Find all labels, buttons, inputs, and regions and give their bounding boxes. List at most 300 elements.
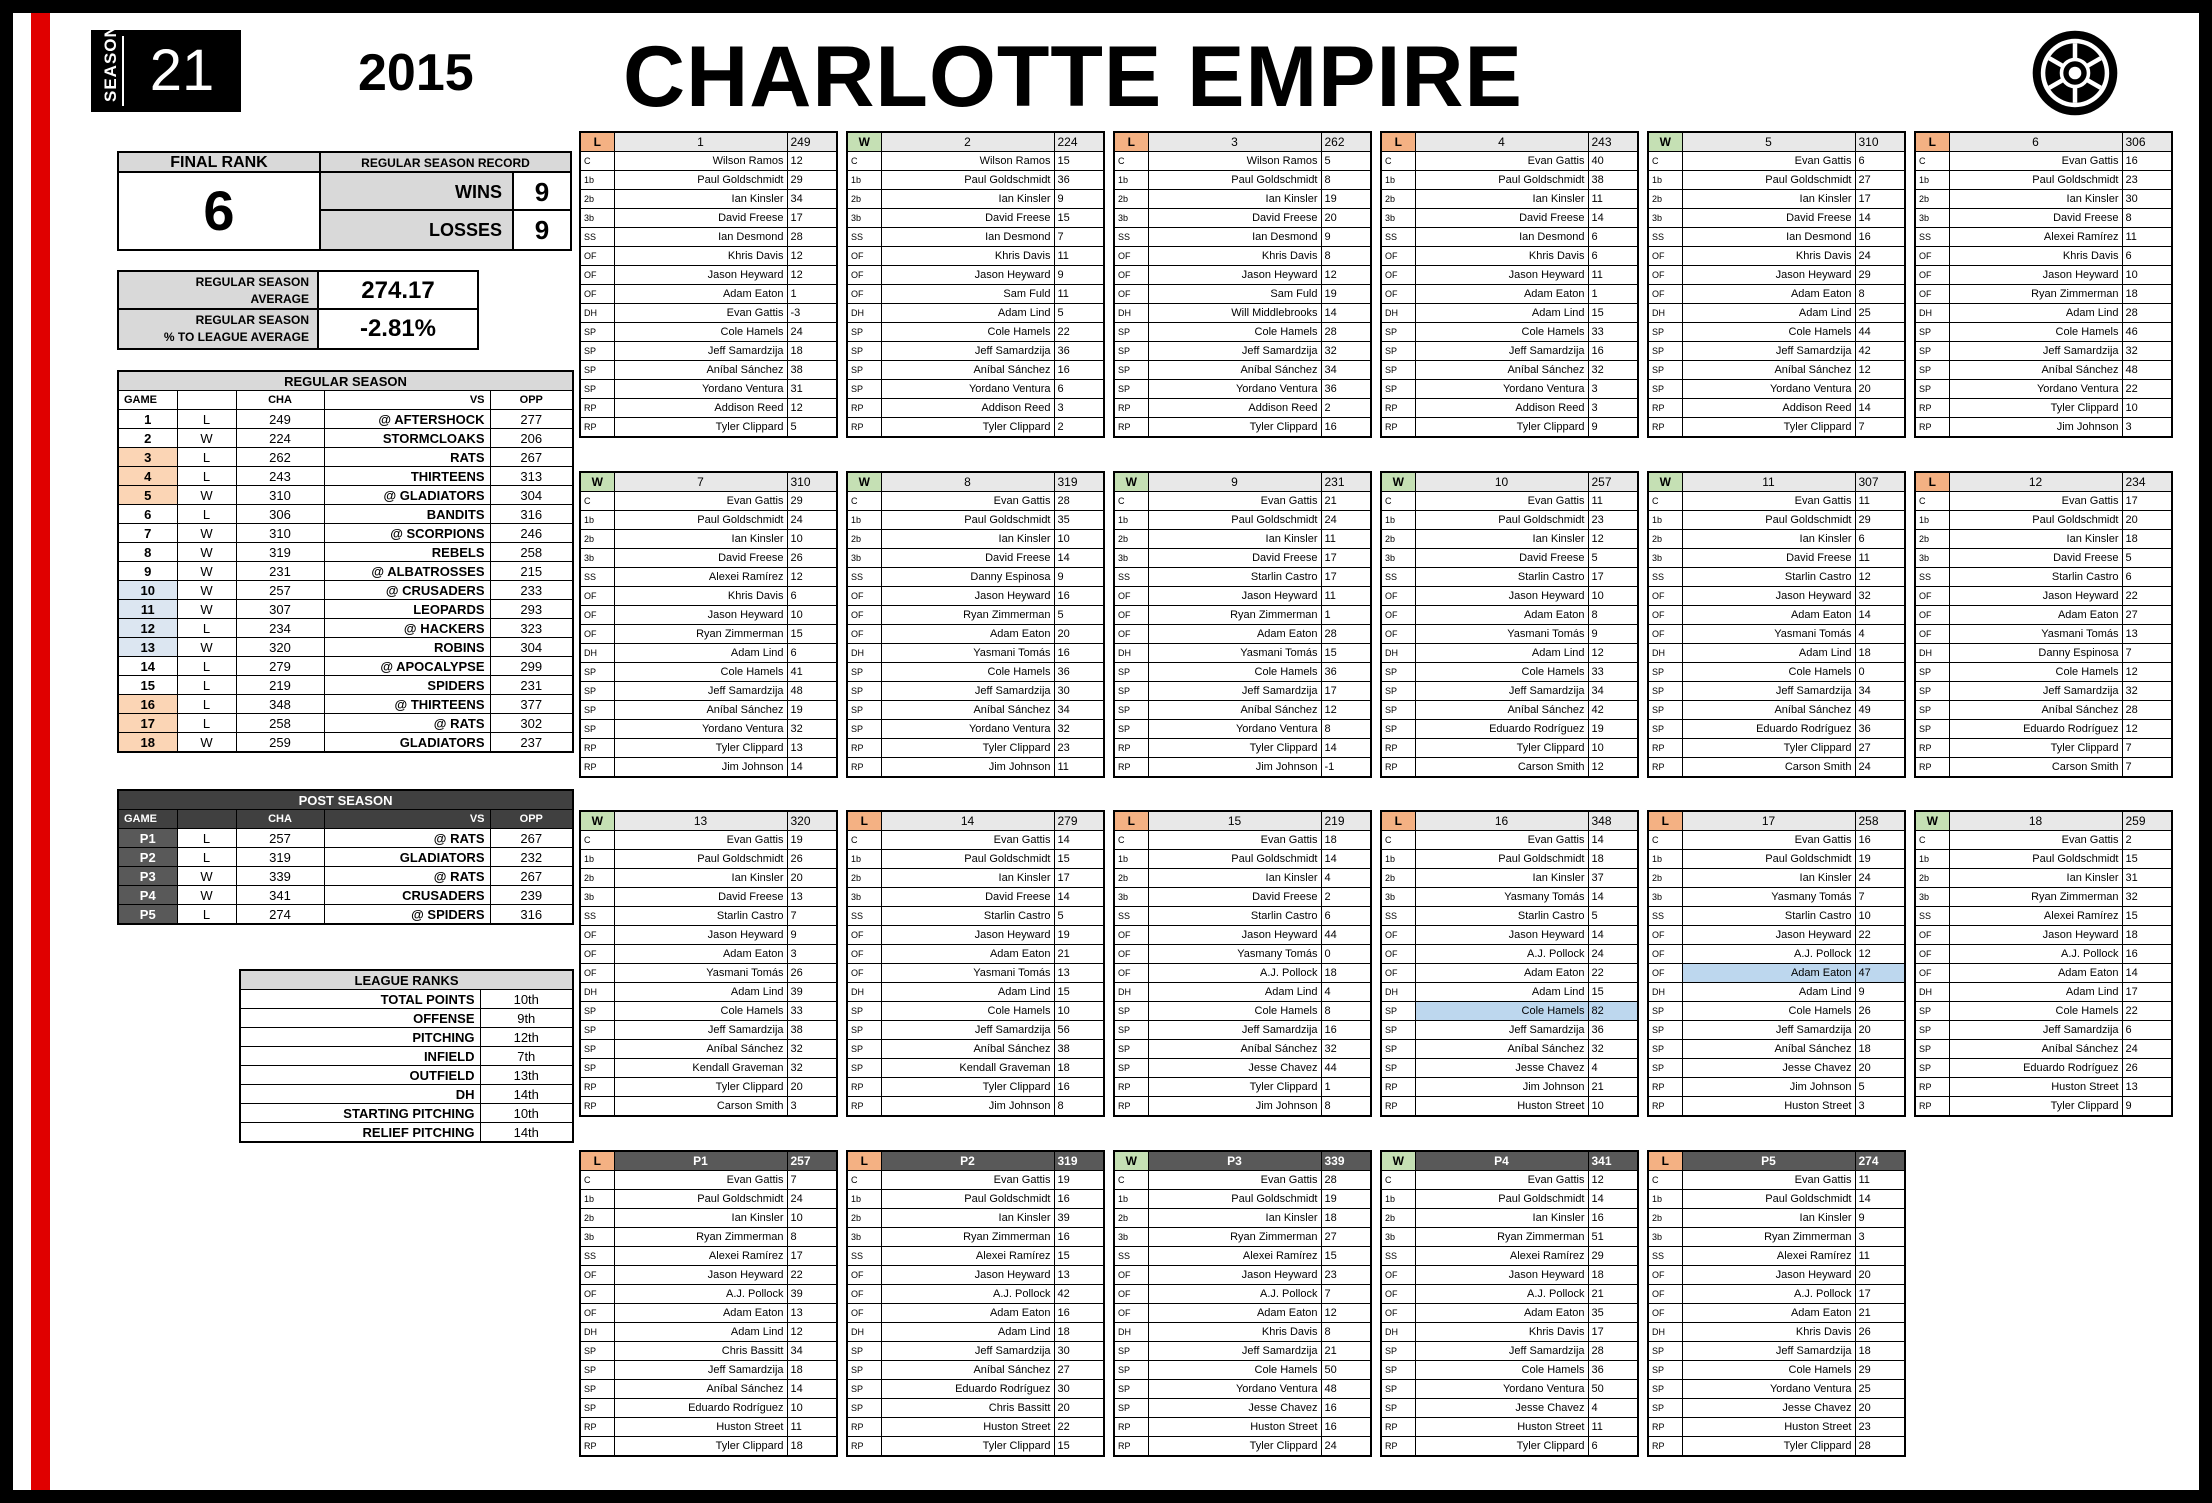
player-name: Evan Gattis [1415, 152, 1588, 171]
player-name: Adam Eaton [1682, 964, 1855, 983]
position: SP [1381, 1380, 1415, 1399]
pct-label-line2: % TO LEAGUE AVERAGE [163, 330, 309, 344]
position: RP [1381, 758, 1415, 778]
player-row [580, 511, 837, 530]
player-name: A.J. Pollock [614, 1285, 787, 1304]
player-points: 12 [1321, 266, 1371, 285]
position: RP [1114, 418, 1148, 438]
player-points: 8 [1321, 1002, 1371, 1021]
position: OF [1114, 266, 1148, 285]
position: DH [580, 644, 614, 663]
position: OF [1648, 266, 1682, 285]
player-name: Yasmany Tomás [1148, 945, 1321, 964]
player-row [1915, 983, 2172, 1002]
player-points: 11 [1588, 492, 1638, 511]
player-name: Paul Goldschmidt [881, 1190, 1054, 1209]
player-points: 10 [2122, 399, 2172, 418]
game-result-badge: L [1648, 811, 1682, 831]
player-name: Cole Hamels [1682, 663, 1855, 682]
game-name: P3 [1148, 1151, 1321, 1171]
player-row [1114, 625, 1371, 644]
player-row [1648, 964, 1905, 983]
player-points: 39 [1054, 1209, 1104, 1228]
player-points: 15 [787, 625, 837, 644]
game-card [1647, 810, 1906, 1117]
position: SP [1381, 1361, 1415, 1380]
opp-score: 267 [490, 867, 573, 886]
player-points: 18 [1855, 1342, 1905, 1361]
player-name: Cole Hamels [1682, 1002, 1855, 1021]
player-row [847, 682, 1104, 701]
player-name: Huston Street [1682, 1097, 1855, 1117]
game-result-badge: L [847, 811, 881, 831]
cha-score: 224 [236, 429, 324, 448]
player-points: 8 [787, 1228, 837, 1247]
position: SP [1648, 1002, 1682, 1021]
player-points: 16 [2122, 152, 2172, 171]
player-row [847, 228, 1104, 247]
player-name: Evan Gattis [1415, 831, 1588, 850]
game-card [1914, 810, 2173, 1117]
position: OF [1114, 1266, 1148, 1285]
position: RP [580, 1097, 614, 1117]
player-name: Adam Eaton [1682, 1304, 1855, 1323]
game-total: 307 [1855, 472, 1905, 492]
player-points: 33 [787, 1002, 837, 1021]
player-name: Alexei Ramírez [881, 1247, 1054, 1266]
player-row [847, 1399, 1104, 1418]
player-name: Addison Reed [614, 399, 787, 418]
player-points: 25 [1855, 1380, 1905, 1399]
player-name: Huston Street [1682, 1418, 1855, 1437]
player-points: 6 [1054, 380, 1104, 399]
player-name: Jeff Samardzija [1682, 1021, 1855, 1040]
game-result-badge: L [1381, 132, 1415, 152]
game-card-header [1114, 811, 1371, 831]
player-name: Khris Davis [1148, 1323, 1321, 1342]
player-row [1648, 418, 1905, 438]
player-points: 4 [1321, 869, 1371, 888]
player-row [1648, 1342, 1905, 1361]
player-name: Evan Gattis [614, 1171, 787, 1190]
player-row [1114, 1361, 1371, 1380]
table-row [240, 1085, 573, 1104]
player-row [847, 418, 1104, 438]
position: SS [580, 907, 614, 926]
player-name: Tyler Clippard [614, 1437, 787, 1457]
player-points: 18 [787, 1361, 837, 1380]
player-points: 32 [787, 1059, 837, 1078]
player-row [1381, 171, 1638, 190]
player-points: 15 [1054, 1437, 1104, 1457]
player-points: 29 [787, 171, 837, 190]
player-row [1648, 399, 1905, 418]
position: SP [1114, 342, 1148, 361]
player-name: Adam Eaton [1148, 1304, 1321, 1323]
player-name: Ian Kinsler [614, 869, 787, 888]
opponent: @ SPIDERS [324, 905, 490, 925]
player-row [1114, 682, 1371, 701]
player-row [1381, 1097, 1638, 1117]
player-points: 36 [1588, 1021, 1638, 1040]
player-name: Jim Johnson [1148, 758, 1321, 778]
player-points: 42 [1054, 1285, 1104, 1304]
player-points: 28 [1321, 1171, 1371, 1190]
player-points: 23 [1855, 1418, 1905, 1437]
player-name: Yasmani Tomás [1949, 625, 2122, 644]
position: SP [1114, 1361, 1148, 1380]
player-row [1648, 568, 1905, 587]
position: SS [580, 568, 614, 587]
player-name: Cole Hamels [1949, 1002, 2122, 1021]
position: OF [1114, 945, 1148, 964]
player-points: 15 [1054, 983, 1104, 1002]
position: SP [1648, 1342, 1682, 1361]
position: OF [1648, 964, 1682, 983]
player-name: Jeff Samardzija [881, 682, 1054, 701]
player-points: 18 [1855, 1040, 1905, 1059]
position: SP [580, 1361, 614, 1380]
player-points: 15 [2122, 850, 2172, 869]
player-points: 36 [1054, 342, 1104, 361]
player-points: 29 [1588, 1247, 1638, 1266]
position: OF [1648, 625, 1682, 644]
position: SP [1648, 342, 1682, 361]
position: SP [1114, 361, 1148, 380]
player-points: 36 [1054, 171, 1104, 190]
player-name: Starlin Castro [1148, 907, 1321, 926]
game-card [1647, 1150, 1906, 1457]
player-points: 14 [1855, 209, 1905, 228]
player-row [1648, 1285, 1905, 1304]
game-number: 1 [118, 410, 177, 429]
player-name: Adam Eaton [881, 625, 1054, 644]
position: DH [1114, 304, 1148, 323]
player-points: 13 [2122, 1078, 2172, 1097]
player-points: 11 [1588, 1418, 1638, 1437]
player-points: 20 [1855, 1399, 1905, 1418]
player-name: Ryan Zimmerman [1148, 1228, 1321, 1247]
player-points: 14 [1321, 850, 1371, 869]
player-points: 39 [787, 1285, 837, 1304]
position: RP [1648, 1078, 1682, 1097]
player-name: Tyler Clippard [614, 418, 787, 438]
player-name: Cole Hamels [1148, 1002, 1321, 1021]
position: SS [1648, 568, 1682, 587]
wins-value: 9 [514, 173, 570, 211]
player-name: Ryan Zimmerman [881, 1228, 1054, 1247]
player-row [1114, 850, 1371, 869]
player-row [1381, 285, 1638, 304]
column-header: OPP [490, 391, 573, 410]
player-row [1381, 247, 1638, 266]
player-points: 16 [1054, 361, 1104, 380]
player-row [1648, 587, 1905, 606]
player-points: 11 [787, 1418, 837, 1437]
position: RP [1114, 1418, 1148, 1437]
position: OF [847, 266, 881, 285]
player-row [1381, 549, 1638, 568]
player-name: Cole Hamels [881, 1002, 1054, 1021]
position: 3b [1114, 209, 1148, 228]
player-name: Wilson Ramos [881, 152, 1054, 171]
league-ranks-title: LEAGUE RANKS [240, 970, 573, 990]
rank-value: 13th [480, 1066, 573, 1085]
position: SP [1648, 1040, 1682, 1059]
position: OF [1915, 964, 1949, 983]
player-row [847, 1040, 1104, 1059]
player-row [1381, 380, 1638, 399]
player-row [1648, 869, 1905, 888]
player-points: 14 [1588, 831, 1638, 850]
player-name: Cole Hamels [1415, 663, 1588, 682]
player-name: Ian Desmond [1415, 228, 1588, 247]
position: OF [1915, 587, 1949, 606]
player-points: 49 [1855, 701, 1905, 720]
player-name: Carson Smith [614, 1097, 787, 1117]
player-row [1915, 869, 2172, 888]
position: SP [580, 1342, 614, 1361]
position: 2b [847, 190, 881, 209]
player-name: Huston Street [1415, 1418, 1588, 1437]
position: C [580, 1171, 614, 1190]
position: SP [580, 1399, 614, 1418]
player-name: Evan Gattis [1415, 1171, 1588, 1190]
position: SP [580, 361, 614, 380]
player-name: Cole Hamels [1682, 1361, 1855, 1380]
position: C [1114, 831, 1148, 850]
opponent: @ THIRTEENS [324, 695, 490, 714]
player-name: Paul Goldschmidt [614, 511, 787, 530]
position: C [1915, 152, 1949, 171]
cha-score: 310 [236, 524, 324, 543]
game-card-header [580, 1151, 837, 1171]
position: 3b [1648, 1228, 1682, 1247]
player-points: 14 [787, 1380, 837, 1399]
player-points: 29 [1855, 1361, 1905, 1380]
player-row [847, 492, 1104, 511]
position: OF [847, 606, 881, 625]
player-name: Paul Goldschmidt [881, 511, 1054, 530]
player-name: Huston Street [1415, 1097, 1588, 1117]
position: SP [1381, 1399, 1415, 1418]
position: C [847, 152, 881, 171]
cha-score: 319 [236, 848, 324, 867]
game-card-header [847, 1151, 1104, 1171]
position: 3b [847, 549, 881, 568]
player-points: 6 [2122, 568, 2172, 587]
position: 1b [1648, 850, 1682, 869]
position: SS [580, 1247, 614, 1266]
player-row [1381, 492, 1638, 511]
player-name: Jason Heyward [1682, 587, 1855, 606]
player-name: Ryan Zimmerman [1682, 1228, 1855, 1247]
result: W [177, 886, 236, 905]
player-name: Danny Espinosa [1949, 644, 2122, 663]
column-header: OPP [490, 810, 573, 829]
game-card [1113, 471, 1372, 778]
opp-score: 316 [490, 505, 573, 524]
game-result-badge: L [1915, 132, 1949, 152]
game-card-header [1915, 132, 2172, 152]
player-name: Jeff Samardzija [1415, 342, 1588, 361]
player-points: 29 [1855, 511, 1905, 530]
player-name: Jeff Samardzija [1415, 1021, 1588, 1040]
player-name: Jason Heyward [881, 926, 1054, 945]
player-name: Tyler Clippard [1949, 399, 2122, 418]
player-row [1381, 720, 1638, 739]
player-name: Yasmany Tomás [1682, 888, 1855, 907]
player-points: 27 [1855, 171, 1905, 190]
rank-category: PITCHING [240, 1028, 480, 1047]
player-points: 28 [1054, 492, 1104, 511]
game-result-badge: L [580, 132, 614, 152]
position: SP [1915, 361, 1949, 380]
player-name: Adam Eaton [1949, 606, 2122, 625]
player-name: Aníbal Sánchez [881, 1040, 1054, 1059]
player-points: 24 [787, 1190, 837, 1209]
player-row [1381, 983, 1638, 1002]
table-row [118, 695, 573, 714]
game-number: 18 [118, 733, 177, 753]
game-name: 17 [1682, 811, 1855, 831]
position: 2b [1915, 190, 1949, 209]
rank-category: INFIELD [240, 1047, 480, 1066]
rank-category: TOTAL POINTS [240, 990, 480, 1009]
player-name: Adam Lind [881, 983, 1054, 1002]
player-points: 14 [2122, 964, 2172, 983]
player-name: Alexei Ramírez [1148, 1247, 1321, 1266]
player-row [580, 1285, 837, 1304]
player-name: Paul Goldschmidt [1682, 171, 1855, 190]
player-name: Adam Lind [1415, 983, 1588, 1002]
position: 3b [1381, 1228, 1415, 1247]
game-card [579, 471, 838, 778]
player-name: Jesse Chavez [1682, 1399, 1855, 1418]
player-name: Jason Heyward [614, 606, 787, 625]
player-row [580, 228, 837, 247]
player-points: 18 [1588, 850, 1638, 869]
player-name: Starlin Castro [1148, 568, 1321, 587]
player-points: 21 [1054, 945, 1104, 964]
game-name: 5 [1682, 132, 1855, 152]
player-row [1381, 907, 1638, 926]
rank-value: 14th [480, 1085, 573, 1104]
position: 1b [1915, 511, 1949, 530]
game-result-badge: W [1648, 472, 1682, 492]
player-points: 14 [1321, 739, 1371, 758]
game-card-header [1648, 472, 1905, 492]
scoresheet-page [13, 13, 2199, 1490]
player-row [1648, 926, 1905, 945]
player-row [847, 888, 1104, 907]
game-name: 16 [1415, 811, 1588, 831]
game-number: 15 [118, 676, 177, 695]
player-row [580, 1078, 837, 1097]
opp-score: 258 [490, 543, 573, 562]
game-total: 259 [2122, 811, 2172, 831]
player-name: Aníbal Sánchez [1949, 361, 2122, 380]
player-points: 14 [787, 758, 837, 778]
player-points: 12 [787, 568, 837, 587]
player-row [1114, 171, 1371, 190]
player-name: Khris Davis [1148, 247, 1321, 266]
player-name: Tyler Clippard [881, 739, 1054, 758]
table-row [118, 505, 573, 524]
position: OF [580, 1285, 614, 1304]
player-row [1114, 644, 1371, 663]
opp-score: 313 [490, 467, 573, 486]
position: C [1915, 492, 1949, 511]
position: 2b [1114, 1209, 1148, 1228]
position: SP [847, 380, 881, 399]
opponent: @ ALBATROSSES [324, 562, 490, 581]
position: SP [1915, 1021, 1949, 1040]
player-points: 22 [1054, 323, 1104, 342]
player-points: 8 [1321, 171, 1371, 190]
player-points: 32 [1855, 587, 1905, 606]
position: SP [1915, 1040, 1949, 1059]
player-points: 16 [1054, 587, 1104, 606]
position: SS [1381, 568, 1415, 587]
player-name: Ian Kinsler [1682, 869, 1855, 888]
player-name: Carson Smith [1682, 758, 1855, 778]
position: RP [1648, 1437, 1682, 1457]
player-name: Jason Heyward [614, 926, 787, 945]
player-name: Alexei Ramírez [1949, 228, 2122, 247]
galactic-empire-icon [2030, 28, 2120, 118]
position: 1b [580, 171, 614, 190]
position: RP [1648, 1418, 1682, 1437]
player-points: 6 [1321, 907, 1371, 926]
player-row [1114, 1247, 1371, 1266]
player-row [1915, 926, 2172, 945]
player-row [1381, 1342, 1638, 1361]
player-row [847, 850, 1104, 869]
player-name: Jeff Samardzija [1949, 1021, 2122, 1040]
player-row [847, 926, 1104, 945]
player-points: 19 [1321, 1190, 1371, 1209]
player-row [580, 1247, 837, 1266]
player-points: 32 [787, 1040, 837, 1059]
player-row [1381, 926, 1638, 945]
player-row [1381, 530, 1638, 549]
player-points: 12 [1588, 644, 1638, 663]
game-card [1380, 1150, 1639, 1457]
player-name: Evan Gattis [1682, 492, 1855, 511]
player-name: Paul Goldschmidt [1949, 171, 2122, 190]
player-row [1381, 945, 1638, 964]
result: W [177, 638, 236, 657]
player-name: Paul Goldschmidt [1682, 850, 1855, 869]
player-points: 34 [1321, 361, 1371, 380]
position: OF [1915, 606, 1949, 625]
position: SP [1915, 720, 1949, 739]
player-row [580, 152, 837, 171]
player-row [1381, 1002, 1638, 1021]
position: OF [1915, 247, 1949, 266]
player-row [1114, 399, 1371, 418]
player-row [1381, 587, 1638, 606]
cha-score: 306 [236, 505, 324, 524]
opponent: STORMCLOAKS [324, 429, 490, 448]
rank-category: DH [240, 1085, 480, 1104]
player-name: Alexei Ramírez [1682, 1247, 1855, 1266]
player-points: 11 [1321, 530, 1371, 549]
player-name: Jason Heyward [1682, 926, 1855, 945]
player-row [580, 888, 837, 907]
player-points: 10 [1054, 1002, 1104, 1021]
